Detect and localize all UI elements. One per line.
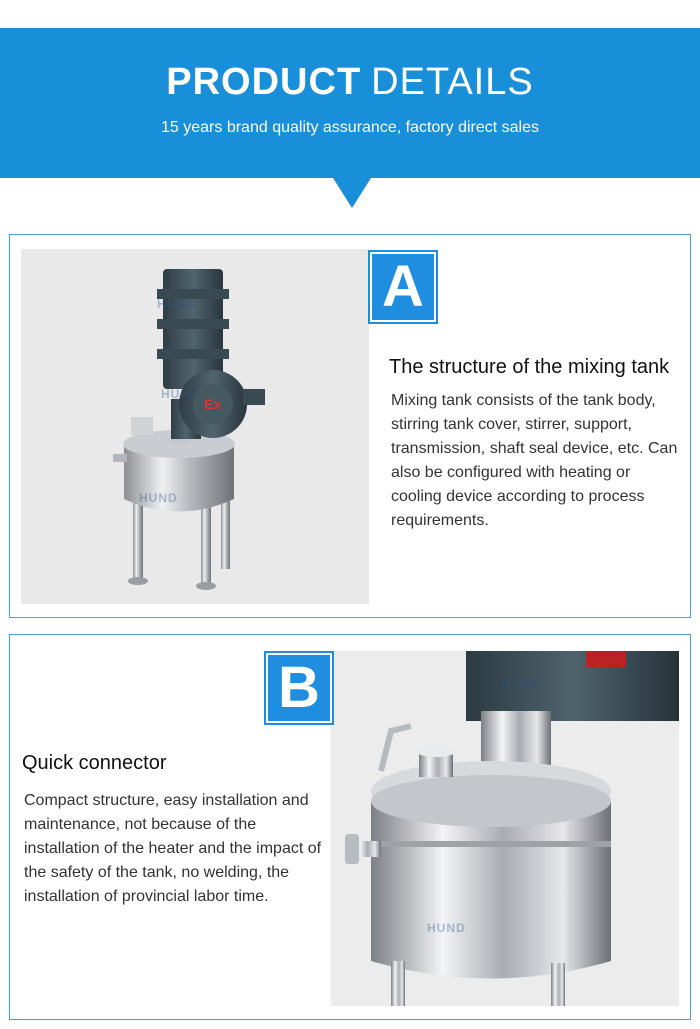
- watermark-logo: HUND: [427, 921, 466, 935]
- page-title-thin: DETAILS: [371, 61, 534, 103]
- watermark-logo: HUND: [157, 297, 196, 311]
- svg-text:Ex: Ex: [204, 396, 222, 412]
- page-subtitle: 15 years brand quality assurance, factory direct sales: [161, 119, 539, 136]
- section-badge-a: A: [370, 252, 436, 322]
- section-description-a: Mixing tank consists of the tank body, stirring tank cover, stirrer, support, transmission, shaft seal device, etc. Can also be configured with heating or cooling device according to process requirements.: [391, 392, 678, 529]
- mixing-tank-image: [21, 249, 369, 604]
- section-heading-a: The structure of the mixing tank: [389, 356, 670, 378]
- watermark-logo: HUND: [139, 491, 178, 505]
- tank-connector-image: [331, 651, 679, 1006]
- page-title-bold: PRODUCT: [166, 61, 362, 103]
- watermark-logo: HUND: [161, 387, 200, 401]
- tank-connector-illustration: [331, 651, 679, 1006]
- section-description-b: Compact structure, easy installation and maintenance, not because of the installation of the heater and the impact of the safety of the tank, no welding, the installation of provincial labor time.: [24, 792, 322, 905]
- section-badge-b: B: [266, 653, 332, 723]
- section-heading-b: Quick connector: [22, 752, 167, 774]
- watermark-logo: HUND: [501, 677, 540, 691]
- page-title: [0, 60, 700, 104]
- banner-arrow-icon: [333, 178, 371, 208]
